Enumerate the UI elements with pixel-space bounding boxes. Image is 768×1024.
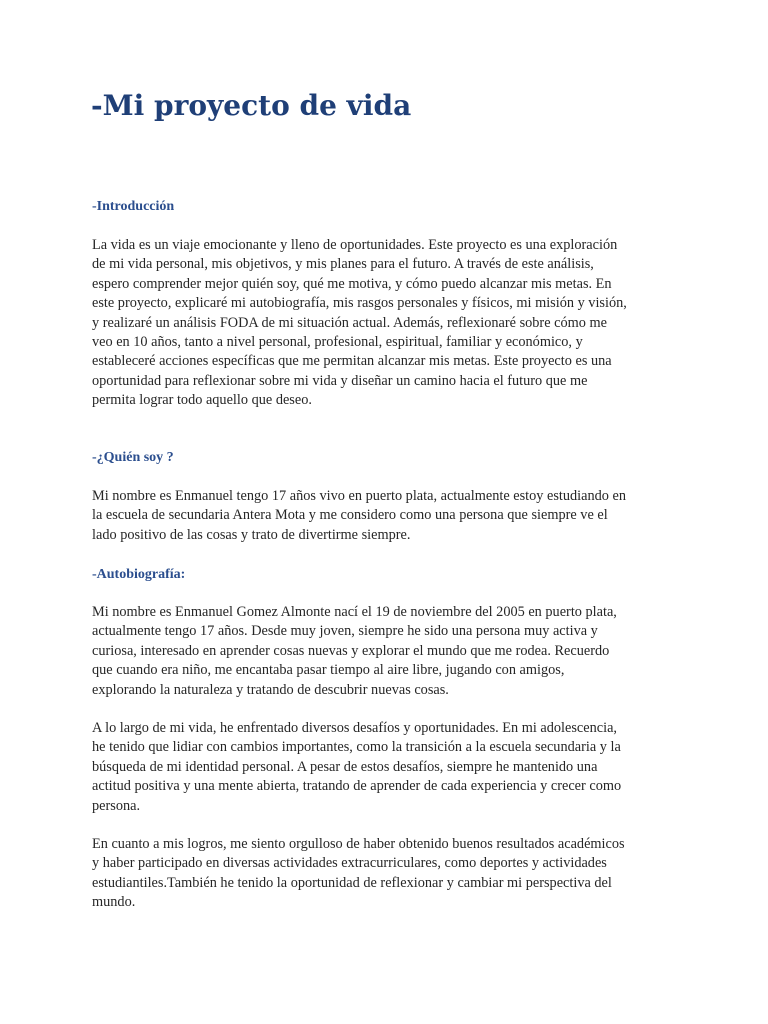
paragraph-autobiografia-2: A lo largo de mi vida, he enfrentado diversos desafíos y oportunidades. En mi adolescencia, he tenido que lidiar con cambios importantes, como la transición a la escuela secundaria y la búsqueda de mi identidad personal. A pesar de estos desafíos, siempre he mantenido una actitud positiva y una mente abierta, tratando de aprender de cada experiencia y crecer como persona. bbox=[92, 720, 622, 814]
page-title: -Mi proyecto de vida bbox=[91, 89, 412, 122]
paragraph-autobiografia-1: Mi nombre es Enmanuel Gomez Almonte nací el 19 de noviembre del 2005 en puerto plata, actualmente tengo 17 años. Desde muy joven, siempre he sido una persona muy activa y curiosa, interesado en aprender cosas nuevas y explorar el mundo que me rodea. Recuerdo que cuando era niño, me encantaba pasar tiempo al aire libre, jugando con amigos, explorando la naturaleza y tratando de descubrir nuevas cosas. bbox=[92, 604, 617, 698]
paragraph-quien-soy: Mi nombre es Enmanuel tengo 17 años vivo en puerto plata, actualmente estoy estudiando en la escuela de secundaria Antera Mota y me considero como una persona que siempre ve el lado positivo de las cosas y trato de divertirme siempre. bbox=[92, 488, 627, 543]
section-heading-autobiografia: -Autobiografía: bbox=[92, 567, 186, 582]
paragraph-introduccion: La vida es un viaje emocionante y lleno de oportunidades. Este proyecto es una exploración de mi vida personal, mis objetivos, y mis planes para el futuro. A través de este análisis, espero comprender mejor quién soy, qué me motiva, y cómo puedo alcanzar mis metas. En este proyecto, explicaré mi autobiografía, mis rasgos personales y físicos, mi misión y visión, y realizaré un análisis FODA de mi situación actual. Además, reflexionaré sobre cómo me veo en 10 años, tanto a nivel personal, profesional, espiritual, familiar y económico, y estableceré acciones específicas que me permitan alcanzar mis metas. Este proyecto es una oportunidad para reflexionar sobre mi vida y diseñar un camino hacia el futuro que me permita lograr todo aquello que deseo. bbox=[92, 237, 627, 409]
section-heading-quien-soy: -¿Quién soy ? bbox=[92, 450, 174, 465]
paragraph-autobiografia-3: En cuanto a mis logros, me siento orgulloso de haber obtenido buenos resultados académicos y haber participado en diversas actividades extracurriculares, como deportes y actividades estudiantiles.También he tenido la oportunidad de reflexionar y cambiar mi perspectiva del mundo. bbox=[92, 836, 625, 911]
section-heading-introduccion: -Introducción bbox=[92, 199, 175, 214]
